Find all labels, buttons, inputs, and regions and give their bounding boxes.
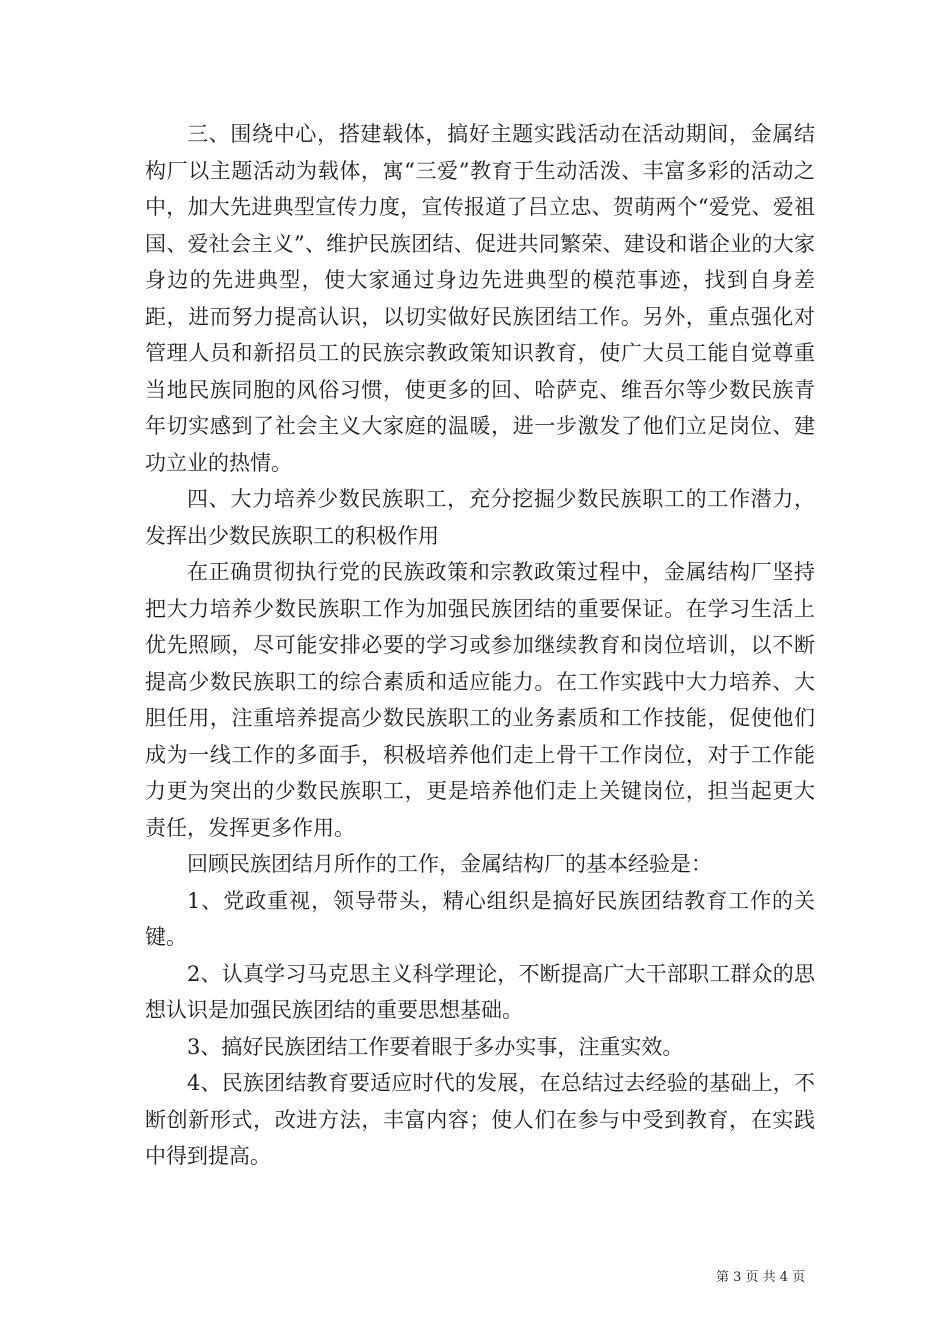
paragraph-experience-2: 2、认真学习马克思主义科学理论，不断提高广大干部职工群众的思想认识是加强民族团结的重要思想基础。 bbox=[145, 961, 815, 1022]
paragraph-experience-1: 1、党政重视，领导带头，精心组织是搞好民族团结教育工作的关键。 bbox=[145, 888, 815, 949]
paragraph-section-three: 三、围绕中心，搭建载体，搞好主题实践活动在活动期间，金属结构厂以主题活动为载体，寓“三爱”教育于生动活泼、丰富多彩的活动之中，加大先进典型宣传力度，宣传报道了吕立忠、贺萌两个“爱党、爱祖国、爱社会主义”、维护民族团结、促进共同繁荣、建设和谐企业的大家身边的先进典型，使大家通过身边先进典型的模范事迹，找到自身差距，进而努力提高认识，以切实做好民族团结工作。另外，重点强化对管理人员和新招员工的民族宗教政策知识教育，使广大员工能自觉尊重当地民族同胞的风俗习惯，使更多的回、哈萨克、维吾尔等少数民族青年切实感到了社会主义大家庭的温暖，进一步激发了他们立足岗位、建功立业的热情。 bbox=[145, 122, 815, 475]
paragraph-section-four-body: 在正确贯彻执行党的民族政策和宗教政策过程中，金属结构厂坚持把大力培养少数民族职工作为加强民族团结的重要保证。在学习生活上优先照顾，尽可能安排必要的学习或参加继续教育和岗位培训，以不断提高少数民族职工的综合素质和适应能力。在工作实践中大力培养、大胆任用，注重培养提高少数民族职工的业务素质和工作技能，促使他们成为一线工作的多面手，积极培养他们走上骨干工作岗位，对于工作能力更为突出的少数民族职工，更是培养他们走上关键岗位，担当起更大责任，发挥更多作用。 bbox=[145, 560, 815, 840]
document-body bbox=[145, 116, 815, 1175]
page-number-footer: 第 3 页 共 4 页 bbox=[716, 1270, 806, 1285]
paragraph-experience-4: 4、民族团结教育要适应时代的发展，在总结过去经验的基础上，不断创新形式，改进方法，丰富内容；使人们在参与中受到教育，在实践中得到提高。 bbox=[145, 1071, 815, 1168]
paragraph-experience-3: 3、搞好民族团结工作要着眼于多办实事，注重实效。 bbox=[187, 1034, 684, 1059]
paragraph-experience-intro: 回顾民族团结月所作的工作，金属结构厂的基本经验是： bbox=[187, 852, 712, 876]
paragraph-section-four-heading: 四、大力培养少数民族职工，充分挖掘少数民族职工的工作潜力，发挥出少数民族职工的积极作用 bbox=[145, 487, 815, 548]
